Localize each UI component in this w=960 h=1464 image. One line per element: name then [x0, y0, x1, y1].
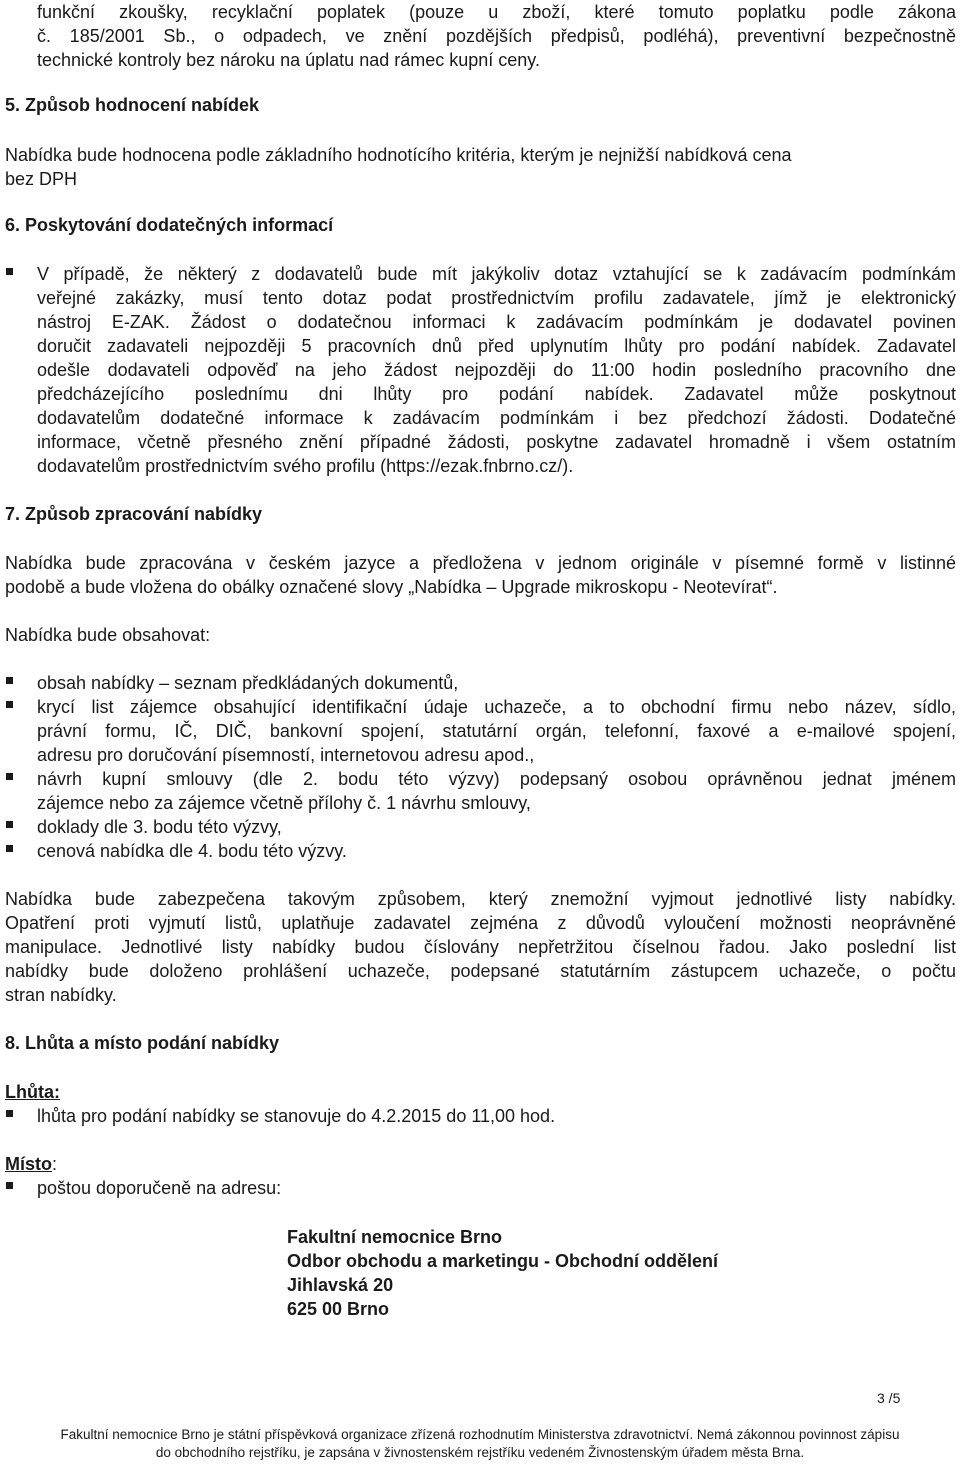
section-7-para1-line-1: Nabídka bude zpracována v českém jazyce a předložena v jednom originále v písemné formě v listinné [5, 553, 956, 573]
section-7-para2-line-5: stran nabídky. [5, 985, 117, 1005]
section-6-line-5: odešle dodavateli odpověď na jeho žádost nejpozději do 11:00 hodin posledního pracovního dne [37, 360, 956, 380]
place-label: Místo [5, 1154, 52, 1174]
section-7-para2-line-2: Opatření proti vyjmutí listů, uplatňuje zadavatel zejména z důvodů vyloučení možnosti neoprávněné [5, 913, 956, 933]
bullet-square-icon [6, 677, 13, 684]
list-item: obsah nabídky – seznam předkládaných dokumentů, [37, 673, 459, 693]
section-6-line-4: doručit zadavateli nejpozději 5 pracovních dnů před uplynutím lhůty pro podání nabídek. Zadavatel [37, 336, 956, 356]
section-7-contains: Nabídka bude obsahovat: [5, 625, 211, 645]
section-5-heading: 5. Způsob hodnocení nabídek [5, 95, 260, 115]
place-label-colon: : [52, 1154, 58, 1174]
address-line-3: Jihlavská 20 [287, 1275, 394, 1295]
section-8-heading: 8. Lhůta a místo podání nabídky [5, 1033, 280, 1053]
bullet-square-icon [6, 821, 13, 828]
list-item: návrh kupní smlouvy (dle 2. bodu této výzvy) podepsaný osobou oprávněnou jednat jménem [37, 769, 956, 789]
bullet-square-icon [6, 1182, 13, 1189]
section-7-para2-line-1: Nabídka bude zabezpečena takovým způsobem, který znemožní vyjmout jednotlivé listy nabídky. [5, 889, 956, 909]
intro-line-3: technické kontroly bez nároku na úplatu nad rámec kupní ceny. [37, 50, 540, 70]
footer-line-1: Fakultní nemocnice Brno je státní příspěvková organizace zřízená rozhodnutím Ministerstva zdravotnictví. Nemá zákonnou povinnost zápisu [60, 1427, 900, 1442]
list-item: adresu pro doručování písemností, internetovou adresu apod., [37, 745, 535, 765]
footer-line-2: do obchodního rejstříku, je zapsána v živnostenském rejstříku vedeném Živnostenským úřadem města Brna. [155, 1445, 805, 1460]
section-6-line-8: informace, včetně přesného znění případné žádosti, poskytne zadavatel hromadně i všem ostatním [37, 432, 956, 452]
bullet-square-icon [6, 773, 13, 780]
bullet-square-icon [6, 1110, 13, 1117]
section-6-line-1: V případě, že některý z dodavatelů bude mít jakýkoliv dotaz vztahující se k zadávacím podmínkám [37, 264, 956, 284]
section-5-line-2: bez DPH [5, 169, 78, 189]
section-6-heading: 6. Poskytování dodatečných informací [5, 215, 334, 235]
section-7-para2-line-3: manipulace. Jednotlivé listy nabídky budou číslovány nepřetržitou číselnou řadou. Jako poslední list [5, 937, 956, 957]
section-6-line-7: dodavatelům dodatečné informace k zadávacím podmínkám i bez předchozí žádosti. Dodatečné [37, 408, 956, 428]
address-line-4: 625 00 Brno [287, 1299, 390, 1319]
section-7-heading: 7. Způsob zpracování nabídky [5, 504, 263, 524]
section-6-line-6: předcházejícího poslednímu dni lhůty pro podání nabídek. Zadavatel může poskytnout [37, 384, 956, 404]
intro-line-1: funkční zkoušky, recyklační poplatek (pouze u zboží, které tomuto poplatku podle zákona [37, 2, 956, 22]
section-6-line-9: dodavatelům prostřednictvím svého profilu (https://ezak.fnbrno.cz/). [37, 456, 574, 476]
intro-line-2: č. 185/2001 Sb., o odpadech, ve znění pozdějších předpisů, podléhá), preventivní bezpečnostně [37, 26, 956, 46]
place-label-line [5, 1152, 57, 1176]
bullet-square-icon [6, 268, 13, 275]
section-7-para1-line-2: podobě a bude vložena do obálky označené slovy „Nabídka – Upgrade mikroskopu - Neotevírat“. [5, 577, 778, 597]
bullet-square-icon [6, 701, 13, 708]
address-line-2: Odbor obchodu a marketingu - Obchodní oddělení [287, 1251, 718, 1271]
list-item: právní formu, IČ, DIČ, bankovní spojení, statutární orgán, telefonní, faxové a e-mailové spojení, [37, 721, 956, 741]
address-line-1: Fakultní nemocnice Brno [287, 1227, 503, 1247]
page-number: 3 /5 [877, 1390, 901, 1406]
section-6-line-2: veřejné zakázky, musí tento dotaz podat prostřednictvím profilu zadavatele, jímž je elektronický [37, 288, 956, 308]
section-7-para2-line-4: nabídky bude doloženo prohlášení uchazeče, podepsané statutárním zástupcem uchazeče, o počtu [5, 961, 956, 981]
section-5-line-1: Nabídka bude hodnocena podle základního hodnotícího kritéria, kterým je nejnižší nabídková cena [5, 145, 792, 165]
list-item: doklady dle 3. bodu této výzvy, [37, 817, 282, 837]
section-6-line-3: nástroj E-ZAK. Žádost o dodatečnou informaci k zadávacím podmínkám je dodavatel povinen [37, 312, 956, 332]
list-item: cenová nabídka dle 4. bodu této výzvy. [37, 841, 347, 861]
place-item: poštou doporučeně na adresu: [37, 1178, 282, 1198]
list-item: zájemce nebo za zájemce včetně přílohy č. 1 návrhu smlouvy, [37, 793, 531, 813]
deadline-label: Lhůta: [5, 1082, 60, 1102]
deadline-item: lhůta pro podání nabídky se stanovuje do 4.2.2015 do 11,00 hod. [37, 1106, 556, 1126]
list-item: krycí list zájemce obsahující identifikační údaje uchazeče, a to obchodní firmu nebo název, sídlo, [37, 697, 956, 717]
bullet-square-icon [6, 845, 13, 852]
